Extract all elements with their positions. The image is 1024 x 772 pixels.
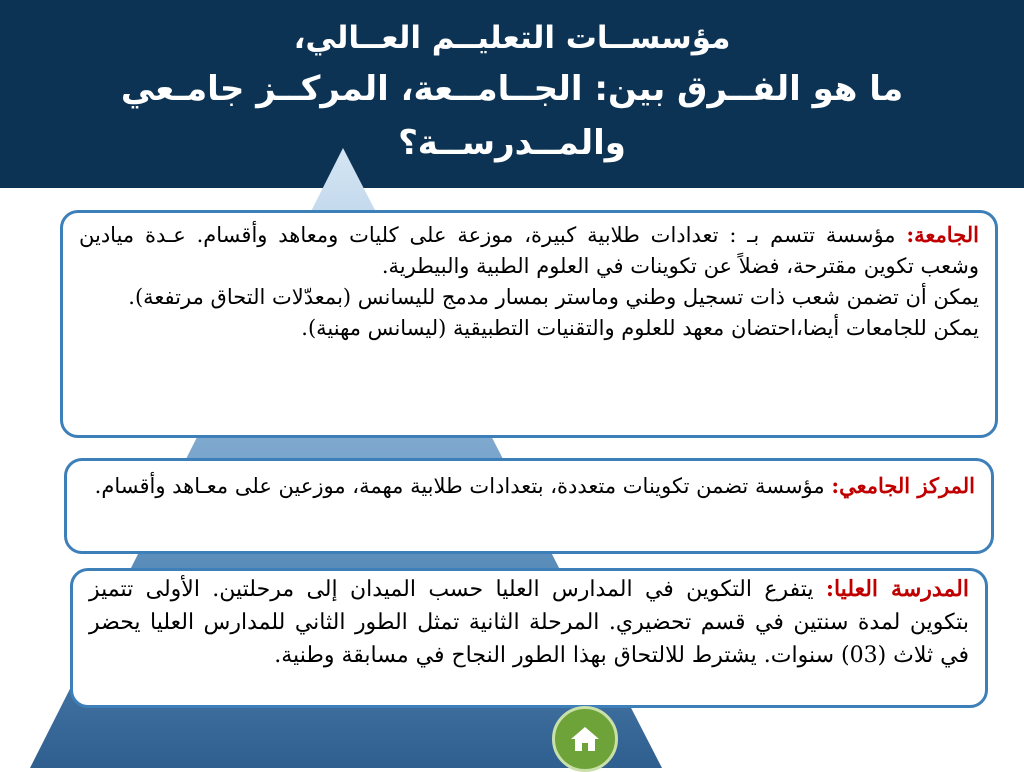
- higher-school-box: [70, 568, 988, 708]
- university-center-box: [64, 458, 994, 554]
- center-text: مؤسسة تضمن تكوينات متعددة، بتعدادات طلابية مهمة، موزعين على معـاهد وأقسام.: [94, 474, 832, 498]
- center-paragraph: [83, 469, 975, 503]
- page-title: [40, 14, 984, 170]
- title-line-1: مؤسســات التعليــم العــالي،: [293, 20, 731, 56]
- title-line-2: ما هو الفــرق بين: الجــامــعة، المركــز جامـعي والمــدرســة؟: [120, 69, 904, 163]
- center-label: المركز الجامعي:: [831, 473, 975, 498]
- university-paragraph-1: [79, 219, 979, 282]
- school-paragraph: [89, 573, 969, 672]
- university-box: [60, 210, 998, 438]
- home-button[interactable]: [552, 706, 618, 772]
- university-paragraph-3: يمكن للجامعات أيضا،احتضان معهد للعلوم والتقنيات التطبيقية (ليسانس مهنية).: [301, 316, 979, 340]
- school-text: يتفرع التكوين في المدارس العليا حسب الميدان إلى مرحلتين. الأولى تتميز بتكوين لمدة سنتين في قسم تحضيري. المرحلة الثانية تمثل الطور الثاني للمدارس العليا يحضر في ثلاث (03) سنوات. يشترط للالتحاق بهذا الطور النجاح في مسابقة وطنية.: [89, 577, 969, 668]
- university-label: الجامعة:: [906, 222, 979, 247]
- home-icon: [570, 725, 600, 753]
- university-text-1: مؤسسة تتسم بـ : تعدادات طلابية كبيرة، موزعة على كليات ومعاهد وأقسام. عـدة ميادين وشعب تكوين مقترحة، فضلاً عن تكوينات في العلوم الطبية والبيطرية.: [79, 223, 979, 278]
- university-paragraph-2: يمكن أن تضمن شعب ذات تسجيل وطني وماستر بمسار مدمج لليسانس (بمعدّلات التحاق مرتفعة).: [128, 285, 979, 309]
- school-label: المدرسة العليا:: [825, 576, 969, 602]
